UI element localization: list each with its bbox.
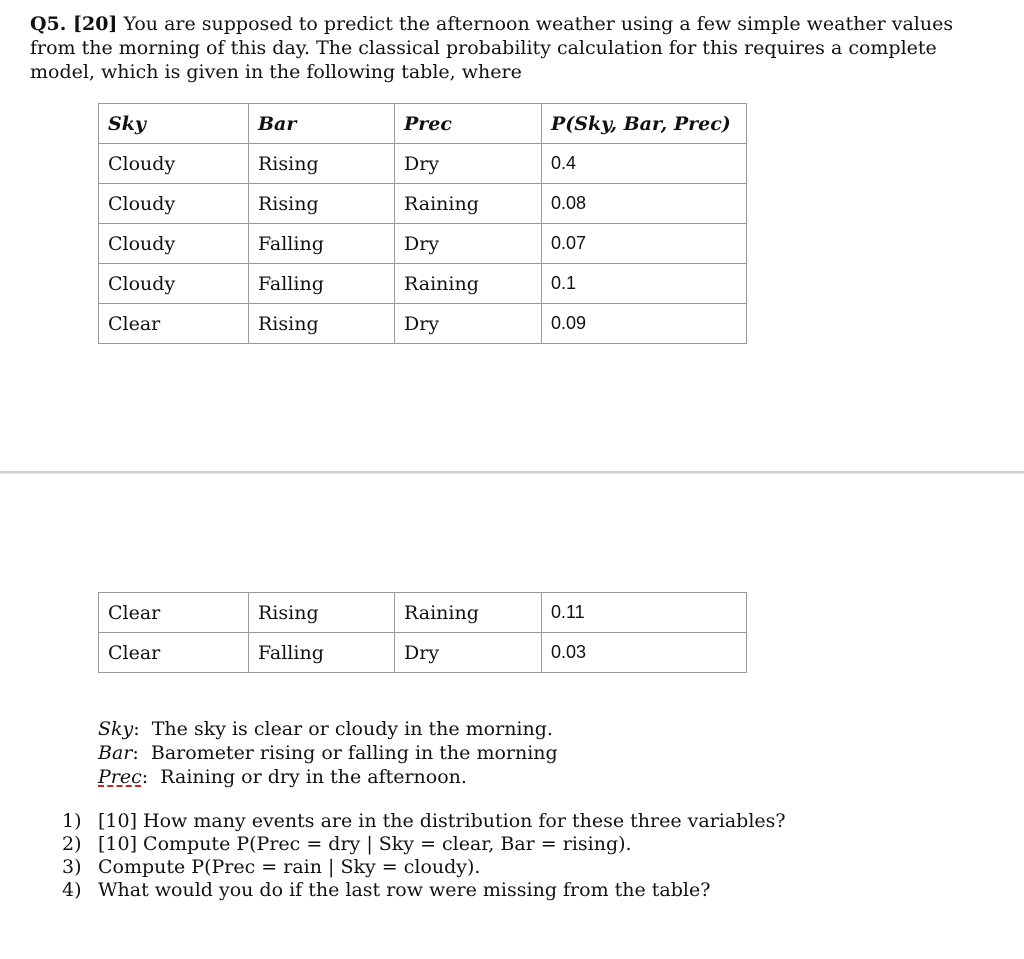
cell-bar: Falling bbox=[249, 224, 395, 264]
cell-bar: Rising bbox=[249, 144, 395, 184]
cell-sky: Clear bbox=[99, 633, 249, 673]
cell-prec: Dry bbox=[395, 224, 542, 264]
cell-sky: Cloudy bbox=[99, 184, 249, 224]
item-number: 2) bbox=[62, 833, 82, 855]
table-row bbox=[99, 184, 747, 224]
table-row bbox=[99, 633, 747, 673]
cell-prec: Raining bbox=[395, 264, 542, 304]
definition-term: Sky bbox=[98, 718, 134, 740]
definition-text: The sky is clear or cloudy in the morning. bbox=[151, 718, 553, 740]
table-header-row bbox=[99, 104, 747, 144]
page-break-divider bbox=[0, 471, 1024, 474]
cell-bar: Falling bbox=[249, 264, 395, 304]
cell-probability: 0.11 bbox=[542, 593, 747, 633]
cell-prec: Dry bbox=[395, 633, 542, 673]
cell-probability: 0.08 bbox=[542, 184, 747, 224]
cell-bar: Rising bbox=[249, 184, 395, 224]
cell-probability: 0.07 bbox=[542, 224, 747, 264]
question-body: You are supposed to predict the afternoon weather using a few simple weather values from the morning of this day. The classical probability calculation for this requires a complete model, which is given in the following table, where bbox=[30, 13, 954, 83]
item-text: What would you do if the last row were missing from the table? bbox=[98, 879, 711, 901]
cell-bar: Rising bbox=[249, 593, 395, 633]
cell-sky: Clear bbox=[99, 593, 249, 633]
cell-probability: 0.03 bbox=[542, 633, 747, 673]
cell-sky: Clear bbox=[99, 304, 249, 344]
cell-sky: Cloudy bbox=[99, 144, 249, 184]
list-item bbox=[62, 856, 786, 879]
definition-bar: Bar: Barometer rising or falling in the morning bbox=[98, 742, 558, 764]
item-number: 4) bbox=[62, 879, 82, 901]
question-text bbox=[30, 12, 990, 84]
cell-prec: Raining bbox=[395, 593, 542, 633]
table-row bbox=[99, 224, 747, 264]
table-row bbox=[99, 144, 747, 184]
definition-text: Barometer rising or falling in the morning bbox=[150, 742, 558, 764]
cell-prec: Dry bbox=[395, 144, 542, 184]
item-number: 1) bbox=[62, 810, 82, 832]
cell-probability: 0.4 bbox=[542, 144, 747, 184]
table-row bbox=[99, 593, 747, 633]
cell-sky: Cloudy bbox=[99, 264, 249, 304]
header-bar: Bar bbox=[249, 104, 395, 144]
definition-prec: Prec: Raining or dry in the afternoon. bbox=[98, 766, 467, 788]
cell-prec: Dry bbox=[395, 304, 542, 344]
table-row bbox=[99, 264, 747, 304]
definition-sky: Sky: The sky is clear or cloudy in the morning. bbox=[98, 718, 553, 740]
variable-definitions bbox=[98, 717, 558, 789]
cell-sky: Cloudy bbox=[99, 224, 249, 264]
question-label: Q5. [20] bbox=[30, 13, 118, 35]
item-text: [10] Compute P(Prec = dry | Sky = clear, Bar = rising). bbox=[98, 833, 632, 855]
table-row bbox=[99, 304, 747, 344]
item-text: Compute P(Prec = rain | Sky = cloudy). bbox=[98, 856, 481, 878]
probability-table-continued bbox=[98, 592, 747, 673]
list-item bbox=[62, 833, 786, 856]
list-item bbox=[62, 810, 786, 833]
probability-table bbox=[98, 103, 747, 344]
header-prec: Prec bbox=[395, 104, 542, 144]
header-sky: Sky bbox=[99, 104, 249, 144]
definition-term: Bar bbox=[98, 742, 133, 764]
header-probability: P(Sky, Bar, Prec) bbox=[542, 104, 747, 144]
cell-probability: 0.1 bbox=[542, 264, 747, 304]
definition-text: Raining or dry in the afternoon. bbox=[160, 766, 467, 788]
cell-probability: 0.09 bbox=[542, 304, 747, 344]
list-item bbox=[62, 879, 786, 902]
item-number: 3) bbox=[62, 856, 82, 878]
cell-prec: Raining bbox=[395, 184, 542, 224]
question-parts-list bbox=[62, 810, 786, 902]
cell-bar: Falling bbox=[249, 633, 395, 673]
item-text: [10] How many events are in the distribution for these three variables? bbox=[98, 810, 786, 832]
definition-term: Prec bbox=[98, 766, 142, 788]
cell-bar: Rising bbox=[249, 304, 395, 344]
